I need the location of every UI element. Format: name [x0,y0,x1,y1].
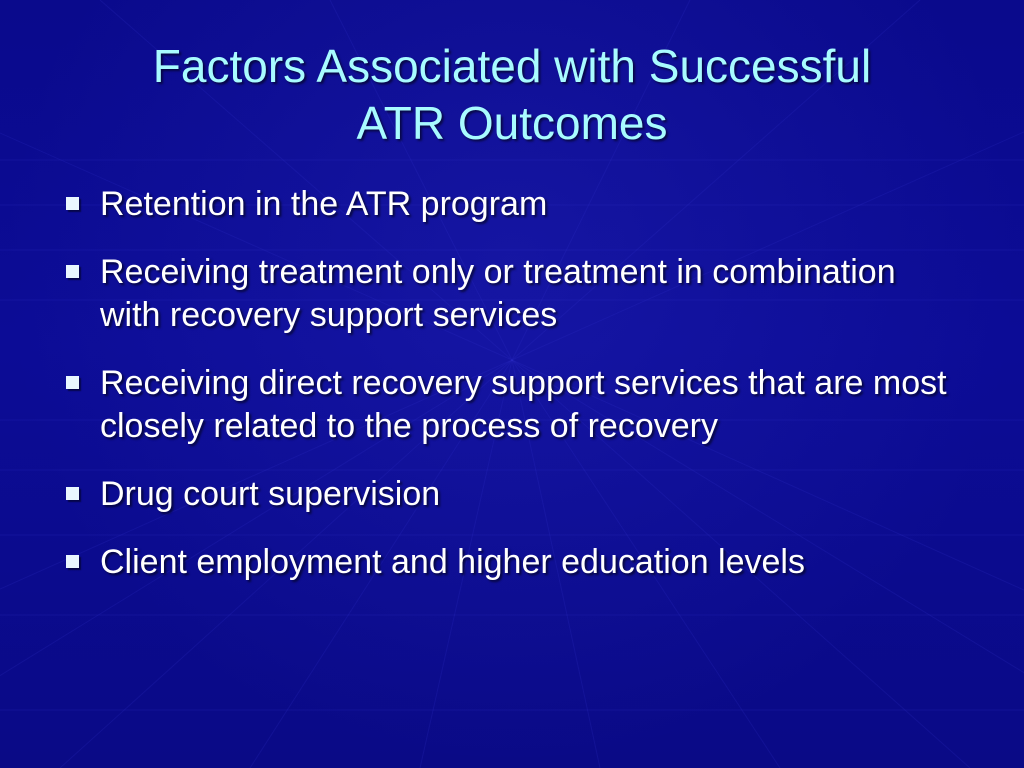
bullet-item [64,541,954,584]
slide-title [60,38,964,152]
bullet-item [64,251,954,337]
bullet-text: Drug court supervision [100,475,441,513]
slide-title-line-1: Factors Associated with Successful [152,40,872,92]
square-bullet-icon [66,376,79,389]
bullet-text: Client employment and higher education levels [100,543,805,581]
bullet-text: Receiving treatment only or treatment in combination with recovery support services [100,253,896,334]
bullet-item [64,183,954,226]
square-bullet-icon [66,265,79,278]
bullet-item [64,362,954,448]
bullet-item [64,473,954,516]
square-bullet-icon [66,555,79,568]
bullet-list [64,183,954,609]
square-bullet-icon [66,197,79,210]
slide-title-line-2: ATR Outcomes [356,97,668,149]
bullet-text: Receiving direct recovery support services that are most closely related to the process of recovery [100,364,947,445]
square-bullet-icon [66,487,79,500]
bullet-text: Retention in the ATR program [100,185,548,223]
